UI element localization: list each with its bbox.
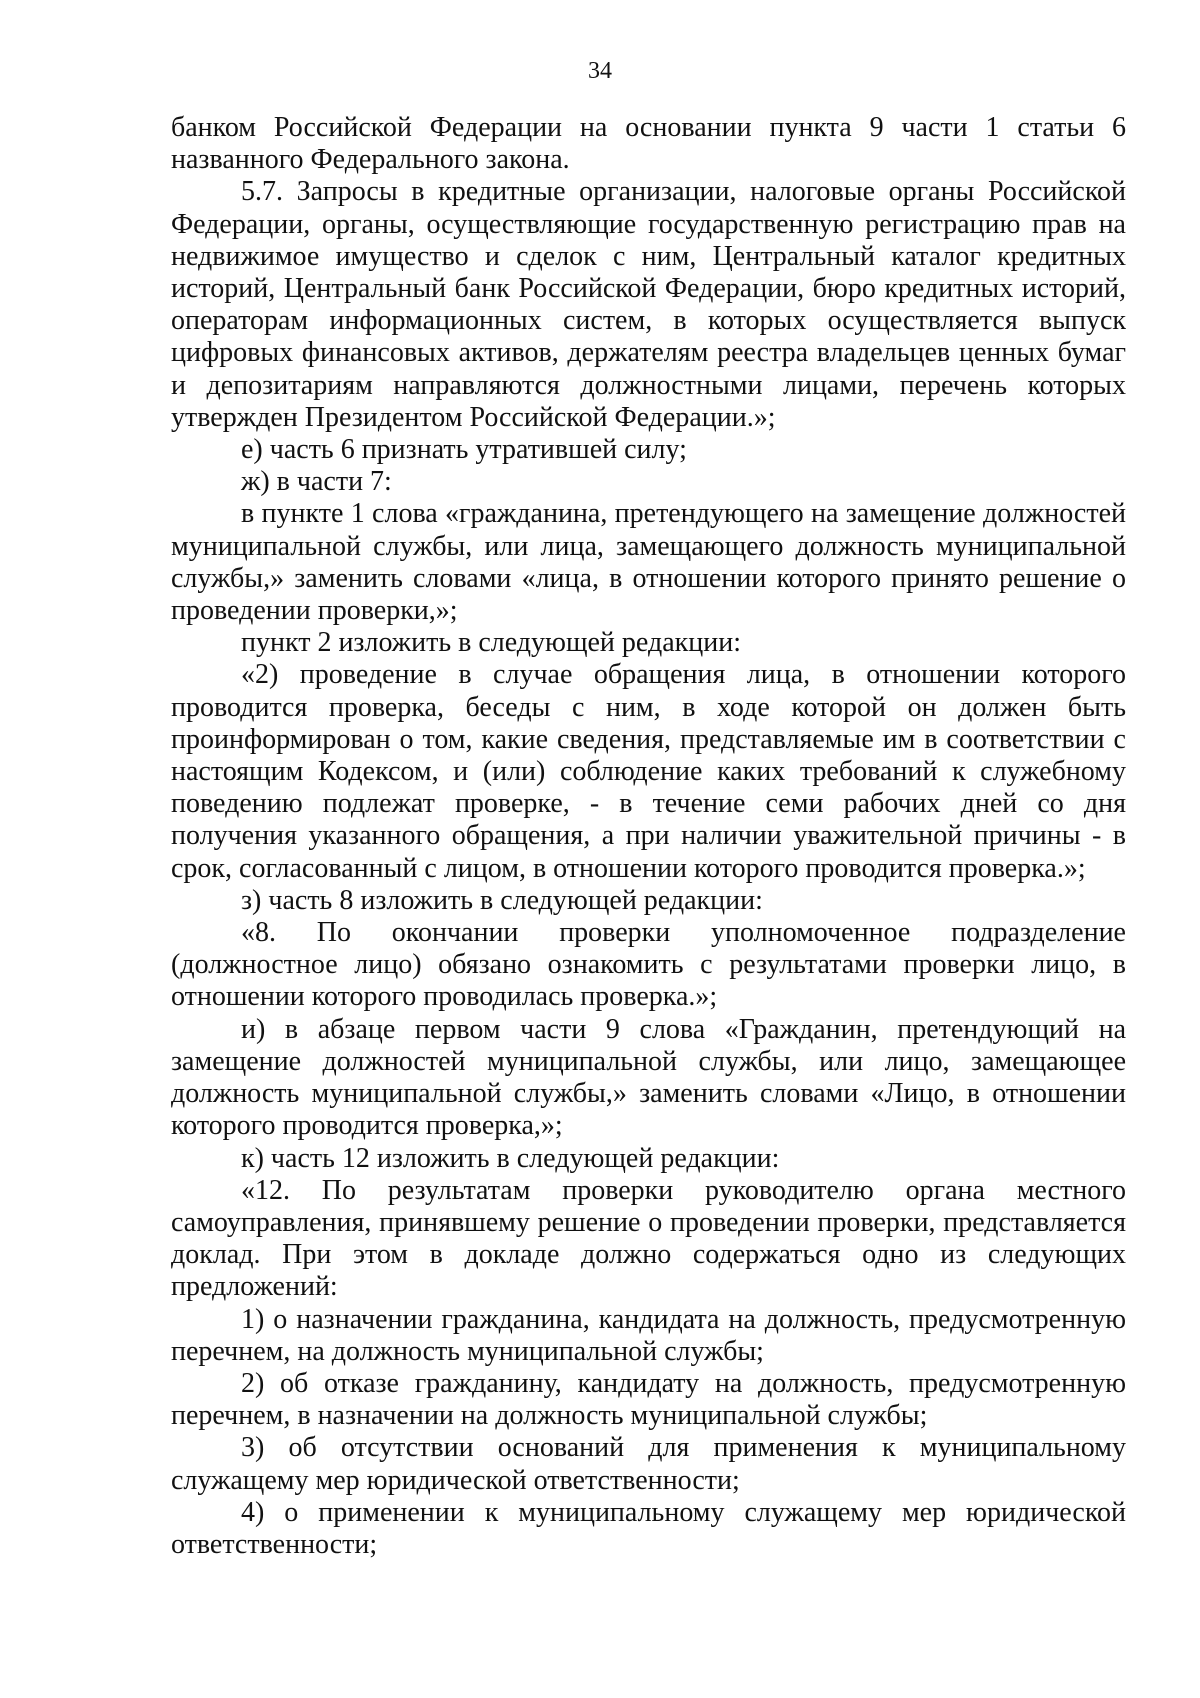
paragraph: «2) проведение в случае обращения лица, в отношении которого проводится проверка, беседы с ним, в ходе которой он должен быть проинформирован о том, какие сведения, представляемые им в соответствии с настоящим Кодексом, и (или) соблюдение каких требований к служебному поведению подлежат проверке, - в течение семи рабочих дней со дня получения указанного обращения, а при наличии уважительной причины - в срок, согласованный с лицом, в отношении которого проводится проверка.»; bbox=[171, 659, 1126, 884]
paragraph: к) часть 12 изложить в следующей редакции: bbox=[241, 1142, 780, 1174]
paragraph: в пункте 1 слова «гражданина, претендующего на замещение должностей муниципальной службы, или лица, замещающего должность муниципальной службы,» заменить словами «лица, в отношении которого принято решение о проведении проверки,»; bbox=[171, 498, 1126, 627]
paragraph: 1) о назначении гражданина, кандидата на должность, предусмотренную перечнем, на должность муниципальной службы; bbox=[171, 1303, 1126, 1367]
paragraph: 2) об отказе гражданину, кандидату на должность, предусмотренную перечнем, в назначении на должность муниципальной службы; bbox=[171, 1367, 1126, 1432]
paragraph: «8. По окончании проверки уполномоченное подразделение (должностное лицо) обязано ознакомить с результатами проверки лицо, в отношении которого проводилась проверка.»; bbox=[171, 917, 1126, 1013]
page-number: 34 bbox=[588, 58, 612, 84]
paragraph: «12. По результатам проверки руководителю органа местного самоуправления, принявшему решение о проведении проверки, представляется доклад. При этом в докладе должно содержаться одно из следующих предложений: bbox=[171, 1174, 1126, 1303]
paragraph: е) часть 6 признать утратившей силу; bbox=[241, 434, 687, 466]
paragraph: ж) в части 7: bbox=[241, 466, 392, 498]
paragraph: з) часть 8 изложить в следующей редакции: bbox=[241, 884, 763, 916]
paragraph: 4) о применении к муниципальному служащему мер юридической ответственности; bbox=[171, 1496, 1126, 1560]
paragraph: банком Российской Федерации на основании пункта 9 части 1 статьи 6 названного Федерального закона. bbox=[171, 112, 1126, 176]
paragraph: 5.7. Запросы в кредитные организации, налоговые органы Российской Федерации, органы, осуществляющие государственную регистрацию прав на недвижимое имущество и сделок с ним, Центральный каталог кредитных историй, Центральный банк Российской Федерации, бюро кредитных историй, операторам информационных систем, в которых осуществляется выпуск цифровых финансовых активов, держателям реестра владельцев ценных бумаг и депозитариям направляются должностными лицами, перечень которых утвержден Президентом Российской Федерации.»; bbox=[171, 176, 1126, 433]
paragraph: и) в абзаце первом части 9 слова «Гражданин, претендующий на замещение должностей муниципальной службы, или лицо, замещающее должность муниципальной службы,» заменить словами «Лицо, в отношении которого проводится проверка,»; bbox=[171, 1013, 1126, 1142]
document-body bbox=[171, 112, 1126, 1561]
paragraph: пункт 2 изложить в следующей редакции: bbox=[241, 627, 741, 659]
paragraph: 3) об отсутствии оснований для применения к муниципальному служащему мер юридической ответственности; bbox=[171, 1432, 1126, 1496]
